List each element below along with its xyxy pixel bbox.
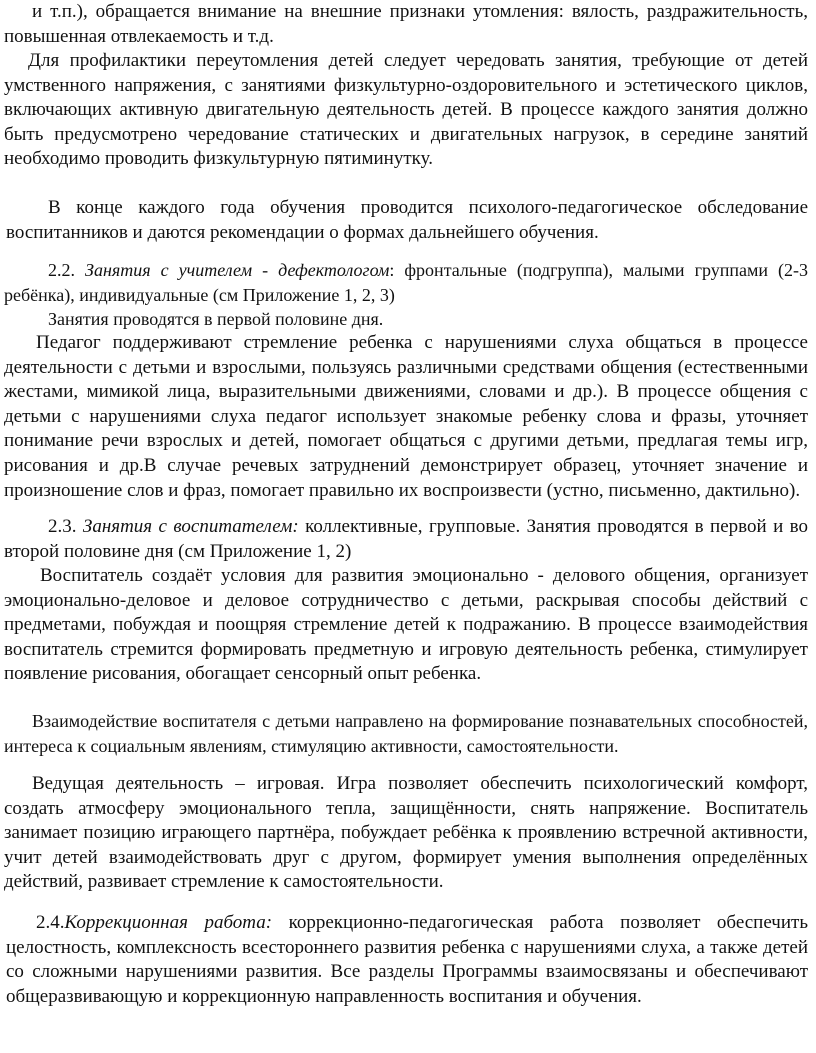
paragraph-interaction-goals: Взаимодействие воспитателя с детьми направлено на формирование познавательных способностей, интереса к социальным явлениям, стимуляцию активности, самостоятельности. — [4, 711, 808, 756]
paragraph-defectologist-classes — [4, 258, 808, 307]
paragraph-play-activity: Ведущая деятельность – игровая. Игра позволяет обеспечить психологический комфорт, создать атмосферу эмоционального тепла, защищённости, снять напряжение. Воспитатель занимает позицию играющего партнёра, побуждает ребёнка к проявлению встречной активности, учит детей взаимодействовать друг с другом, формирует умения выполнения определённых действий, развивает стремление к самостоятельности. — [4, 773, 808, 893]
section-number: 2.2. — [48, 260, 86, 280]
paragraph-overwork-prevention: Для профилактики переутомления детей следует чередовать занятия, требующие от детей умственного напряжения, с занятиями физкультурно-оздоровительного и эстетического циклов, включающих активную двигательную деятельность детей. В процессе каждого занятия должно быть предусмотрено чередование статических и двигательных нагрузок, в середине занятий необходимо проводить физкультурную пятиминутку. — [4, 50, 808, 170]
section-title: Занятия с учителем - дефектологом — [85, 260, 390, 280]
paragraph-fatigue-signs: и т.п.), обращается внимание на внешние признаки утомления: вялость, раздражительность, повышенная отвлекаемость и т.д. — [4, 1, 808, 47]
section-number: 2.4. — [36, 912, 65, 933]
paragraph-first-half-day: Занятия проводятся в первой половине дня. — [48, 309, 384, 329]
paragraph-teacher-support: Педагог поддерживают стремление ребенка с нарушениями слуха общаться в процессе деятельности с детьми и взрослыми, пользуясь различными средствами общения (естественными жестами, мимикой лица, выразительными движениями, словами и др.). В процессе общения с детьми с нарушениями слуха педагог использует знакомые ребенку слова и фразы, уточняет понимание речи взрослых и детей, помогает общаться с другими детьми, предлагая темы игр, рисования и др.В случае речевых затруднений демонстрирует образец, уточняет значение и произношение слов и фраз, помогает правильно их воспроизвести (устно, письменно, дактильно). — [4, 332, 808, 501]
paragraph-educator-conditions: Воспитатель создаёт условия для развития эмоционально - делового общения, организует эмоционально-деловое и деловое сотрудничество с детьми, раскрывая способы действий с предметами, побуждая и поощряя стремление детей к подражанию. В процессе взаимодействия воспитатель стремится формировать предметную и игровую деятельность ребенка, стимулирует появление рисования, обогащает сенсорный опыт ребенка. — [4, 565, 808, 685]
paragraph-annual-examination: В конце каждого года обучения проводится психолого-педагогическое обследование воспитанников и даются рекомендации о формах дальнейшего обучения. — [6, 197, 808, 243]
section-text: коллективные, групповые. Занятия проводятся в первой и во второй половине дня (см Приложение 1, 2) — [4, 516, 808, 562]
section-text: : фронтальные (подгруппа), малыми группами (2-3 ребёнка), индивидуальные (см Приложение 1, 2, 3) — [4, 260, 809, 305]
section-text: коррекционно-педагогическая работа позволяет обеспечить целостность, комплексность всестороннего развития ребенка с нарушениями слуха, а также детей со сложными нарушениями развития. Все разделы Программы взаимосвязаны и обеспечивают общеразвивающую и коррекционную направленность воспитания и обучения. — [6, 912, 808, 1007]
paragraph-educator-classes — [4, 515, 808, 564]
section-title: Занятия с воспитателем: — [82, 516, 299, 537]
section-title: Коррекционная работа: — [64, 912, 273, 933]
section-number: 2.3. — [48, 516, 83, 537]
paragraph-correction-work — [6, 911, 808, 1009]
